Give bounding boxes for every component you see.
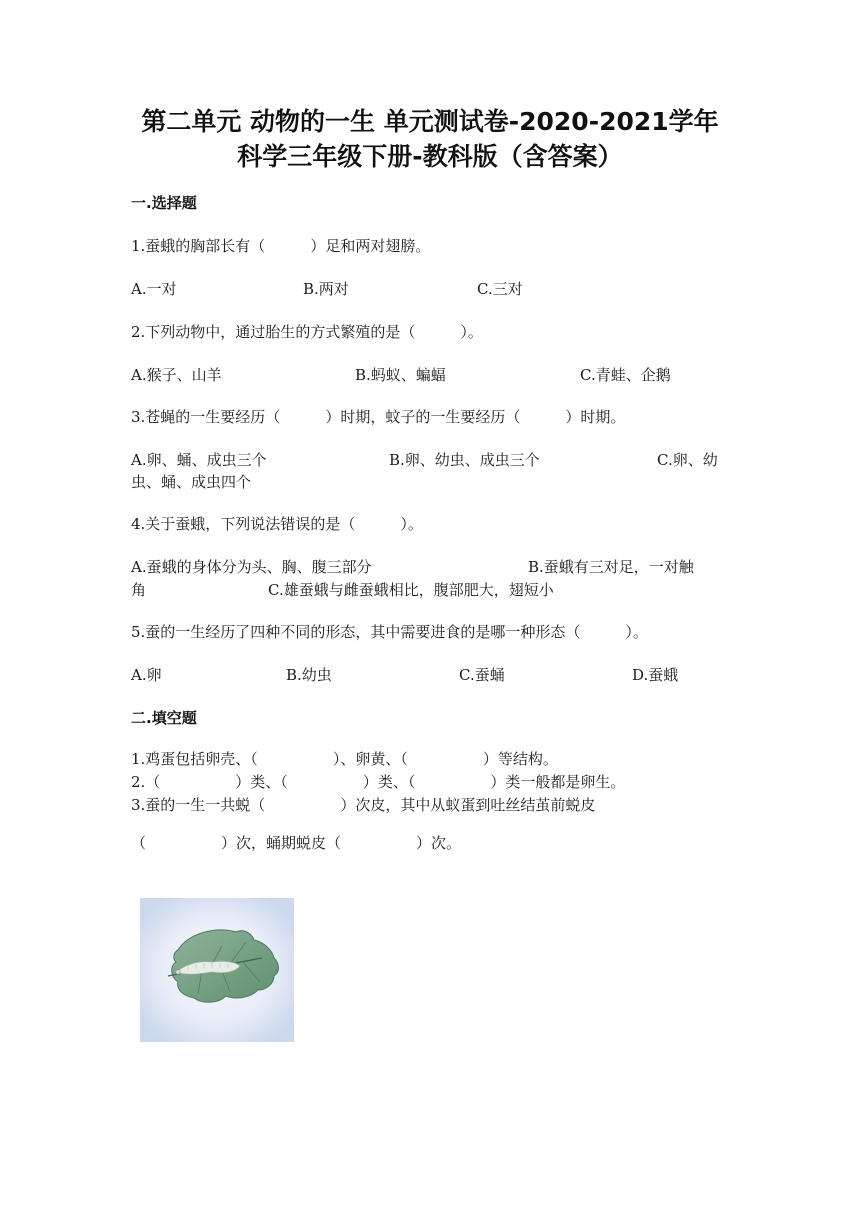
- question-4-option-b: B.蚕蛾有三对足，一对触: [528, 558, 694, 576]
- question-2-stem: 2.下列动物中，通过胎生的方式繁殖的是（ ）。: [131, 323, 483, 341]
- fill-question-3: 3.蚕的一生一共蜕（ ）次皮，其中从蚁蛋到吐丝结茧前蜕皮: [131, 796, 596, 814]
- question-3-option-a: A.卵、蛹、成虫三个: [131, 451, 267, 469]
- fill-question-1: 1.鸡蛋包括卵壳、（ ）、卵黄、（ ）等结构。: [131, 750, 558, 768]
- question-3-option-c-continued: 虫、蛹、成虫四个: [131, 473, 252, 491]
- page-title-line-1: 第二单元 动物的一生 单元测试卷-2020-2021学年: [141, 107, 719, 136]
- question-3-stem: 3.苍蝇的一生要经历（ ）时期，蚊子的一生要经历（ ）时期。: [131, 408, 626, 426]
- question-5-option-a: A.卵: [131, 666, 162, 684]
- question-1-option-a: A.一对: [131, 280, 177, 298]
- question-2-option-b: B.蚂蚁、蝙蝠: [355, 366, 446, 384]
- section-heading-fill-in: 二.填空题: [131, 709, 197, 727]
- question-2-option-c: C.青蛙、企鹅: [580, 366, 671, 384]
- question-1-option-c: C.三对: [477, 280, 523, 298]
- question-4-option-b-continued: 角: [131, 581, 147, 599]
- question-3-option-c: C.卵、幼: [657, 451, 718, 469]
- page-title-line-2: 科学三年级下册-教科版（含答案）: [237, 142, 623, 171]
- question-2-option-a: A.猴子、山羊: [131, 366, 222, 384]
- question-1-option-b: B.两对: [303, 280, 349, 298]
- question-1-stem: 1.蚕蛾的胸部长有（ ）足和两对翅膀。: [131, 237, 431, 255]
- question-4-stem: 4.关于蚕蛾，下列说法错误的是（ ）。: [131, 515, 423, 533]
- question-4-option-a: A.蚕蛾的身体分为头、胸、腹三部分: [131, 558, 372, 576]
- silkworm-on-mulberry-leaf-image: [140, 898, 294, 1042]
- fill-question-3-continued: （ ）次，蛹期蜕皮（ ）次。: [131, 834, 462, 852]
- question-5-option-b: B.幼虫: [286, 666, 332, 684]
- question-5-stem: 5.蚕的一生经历了四种不同的形态，其中需要进食的是哪一种形态（ ）。: [131, 623, 648, 641]
- question-5-option-d: D.蚕蛾: [632, 666, 679, 684]
- question-4-option-c: C.雄蚕蛾与雌蚕蛾相比，腹部肥大，翅短小: [268, 581, 554, 599]
- question-3-option-b: B.卵、幼虫、成虫三个: [389, 451, 540, 469]
- fill-question-2: 2.（ ）类、（ ）类、（ ）类一般都是卵生。: [131, 773, 626, 791]
- question-5-option-c: C.蚕蛹: [459, 666, 505, 684]
- section-heading-choice: 一.选择题: [131, 194, 197, 212]
